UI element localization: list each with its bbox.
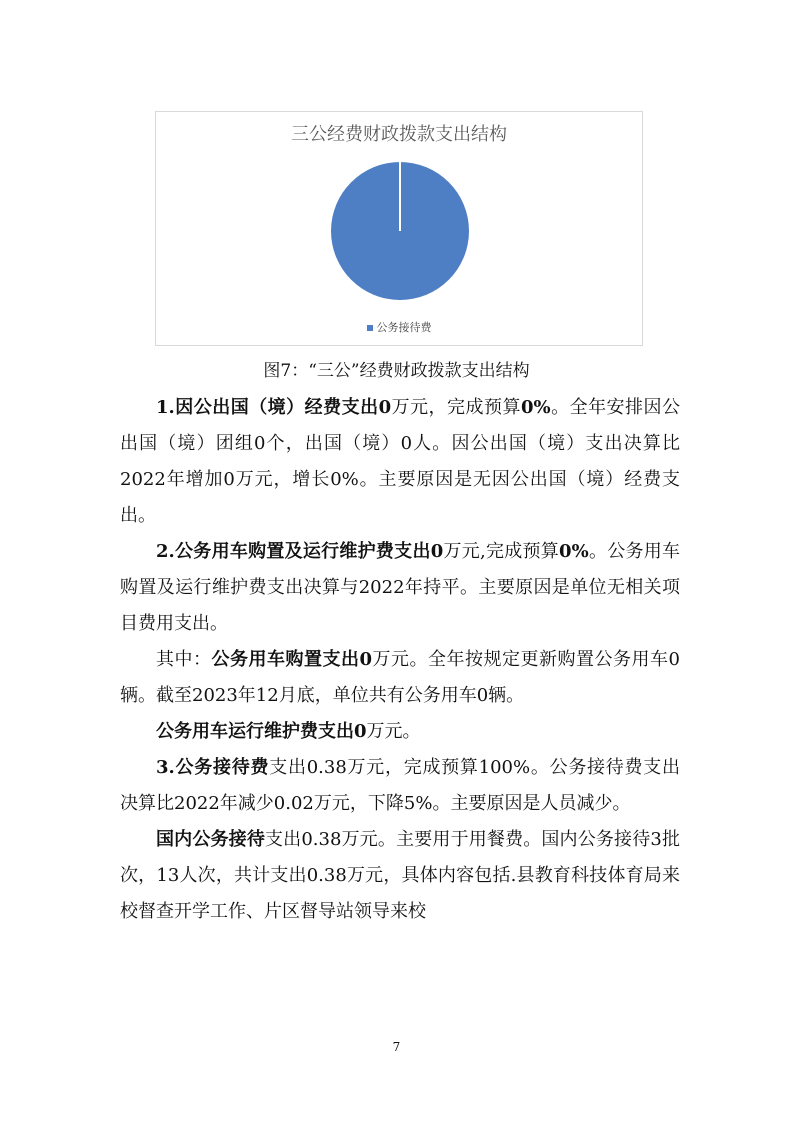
paragraph-vehicle-purchase: 其中：公务用车购置支出0万元。全年按规定更新购置公务用车0辆。截至2023年12月底，单位共有公务用车0辆。 <box>120 649 681 706</box>
paragraph-reception: 3.公务接待费支出0.38万元，完成预算100%。公务接待费支出决算比2022年减少0.02万元，下降5%。主要原因是人员减少。 <box>120 757 680 814</box>
paragraph-domestic-reception: 国内公务接待支出0.38万元。主要用于用餐费。国内公务接待3批次，13人次，共计支出0.38万元，具体内容包括.县教育科技体育局来校督查开学工作、片区督导站领导来校 <box>120 829 681 922</box>
paragraph-vehicle-maintenance: 公务用车运行维护费支出0万元。 <box>156 721 421 742</box>
chart-title: 三公经费财政拨款支出结构 <box>291 124 507 145</box>
legend-swatch <box>367 325 373 331</box>
legend-label: 公务接待费 <box>376 321 432 334</box>
paragraph-vehicle: 2.公务用车购置及运行维护费支出0万元,完成预算0%。公务用车购置及运行维护费支出决算与2022年持平。主要原因是单位无相关项目费用支出。 <box>120 541 680 634</box>
pie-chart <box>155 111 643 346</box>
body-text <box>120 390 680 930</box>
chart-legend <box>156 319 642 335</box>
figure-caption: 图7：“三公”经费财政拨款支出结构 <box>263 361 530 381</box>
paragraph-travel-abroad: 1.因公出国（境）经费支出0万元，完成预算0%。全年安排因公出国（境）团组0个，出国（境）0人。因公出国（境）支出决算比2022年增加0万元，增长0%。主要原因是无因公出国（境）经费支出。 <box>120 397 681 526</box>
page-number: 7 <box>392 1040 401 1054</box>
pie-chart-canvas <box>156 112 644 347</box>
